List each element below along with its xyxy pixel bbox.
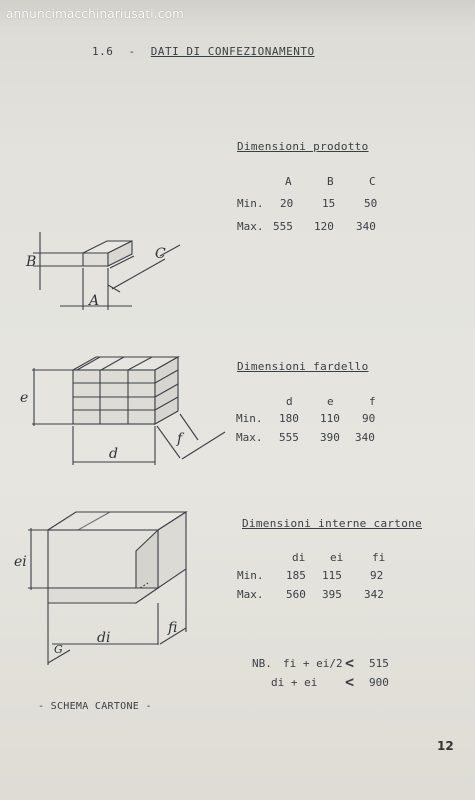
carton-header-fi: fi: [372, 551, 386, 564]
product-min-c: 50: [364, 197, 378, 210]
bundle-max-label: Max.: [236, 431, 263, 444]
carton-min-fi: 92: [370, 569, 384, 582]
bundle-header-f: f: [369, 395, 376, 408]
bundle-min-f: 90: [362, 412, 376, 425]
product-max-label: Max.: [237, 220, 264, 233]
product-title: Dimensioni prodotto: [237, 140, 369, 153]
product-label-a: A: [89, 293, 100, 309]
product-min-b: 15: [322, 197, 336, 210]
note-line1-value: 515: [369, 657, 389, 670]
product-header-c: C: [369, 175, 376, 188]
product-box-figure: [33, 232, 180, 310]
bundle-title: Dimensioni fardello: [237, 360, 369, 373]
bundle-label-d: d: [109, 446, 118, 462]
carton-header-ei: ei: [330, 551, 344, 564]
product-header-b: B: [327, 175, 334, 188]
carton-min-label: Min.: [237, 569, 264, 582]
product-header-a: A: [285, 175, 292, 188]
carton-min-ei: 115: [322, 569, 342, 582]
carton-label-di: di: [97, 630, 111, 646]
section-number: 1.6: [92, 45, 114, 58]
product-max-c: 340: [356, 220, 376, 233]
section-dash: -: [128, 45, 136, 58]
bundle-min-label: Min.: [236, 412, 263, 425]
product-label-c: C: [155, 246, 166, 262]
carton-max-label: Max.: [237, 588, 264, 601]
product-max-b: 120: [314, 220, 334, 233]
bundle-figure: [32, 357, 225, 465]
section-title: DATI DI CONFEZIONAMENTO: [150, 45, 315, 58]
bundle-label-f: f: [177, 431, 183, 447]
carton-label-ei: ei: [14, 554, 27, 570]
carton-max-di: 560: [286, 588, 306, 601]
bundle-max-f: 340: [355, 431, 375, 444]
carton-header-di: di: [292, 551, 306, 564]
note-line2-symbol: <: [345, 673, 355, 691]
bundle-max-e: 390: [320, 431, 340, 444]
carton-max-ei: 395: [322, 588, 342, 601]
page-number: 12: [437, 739, 454, 753]
product-label-b: B: [26, 254, 37, 270]
note-line1: fi + ei/2: [283, 657, 343, 670]
bundle-max-d: 555: [279, 431, 299, 444]
figure-caption: - SCHEMA CARTONE -: [38, 701, 152, 712]
carton-label-g: G: [54, 643, 63, 656]
carton-title: Dimensioni interne cartone: [242, 517, 422, 530]
bundle-min-d: 180: [279, 412, 299, 425]
carton-label-fi: fi: [168, 620, 178, 636]
bundle-label-e: e: [20, 390, 29, 406]
bundle-header-d: d: [286, 395, 293, 408]
watermark: annuncimacchinariusati.com: [6, 7, 185, 21]
note-label: NB.: [252, 657, 272, 670]
carton-min-di: 185: [286, 569, 306, 582]
note-line2-value: 900: [369, 676, 389, 689]
bundle-min-e: 110: [320, 412, 340, 425]
note-line2: di + ei: [271, 676, 318, 689]
product-min-a: 20: [280, 197, 294, 210]
bundle-header-e: e: [327, 395, 334, 408]
carton-max-fi: 342: [364, 588, 384, 601]
note-line1-symbol: <: [345, 654, 355, 672]
product-max-a: 555: [273, 220, 293, 233]
product-min-label: Min.: [237, 197, 264, 210]
